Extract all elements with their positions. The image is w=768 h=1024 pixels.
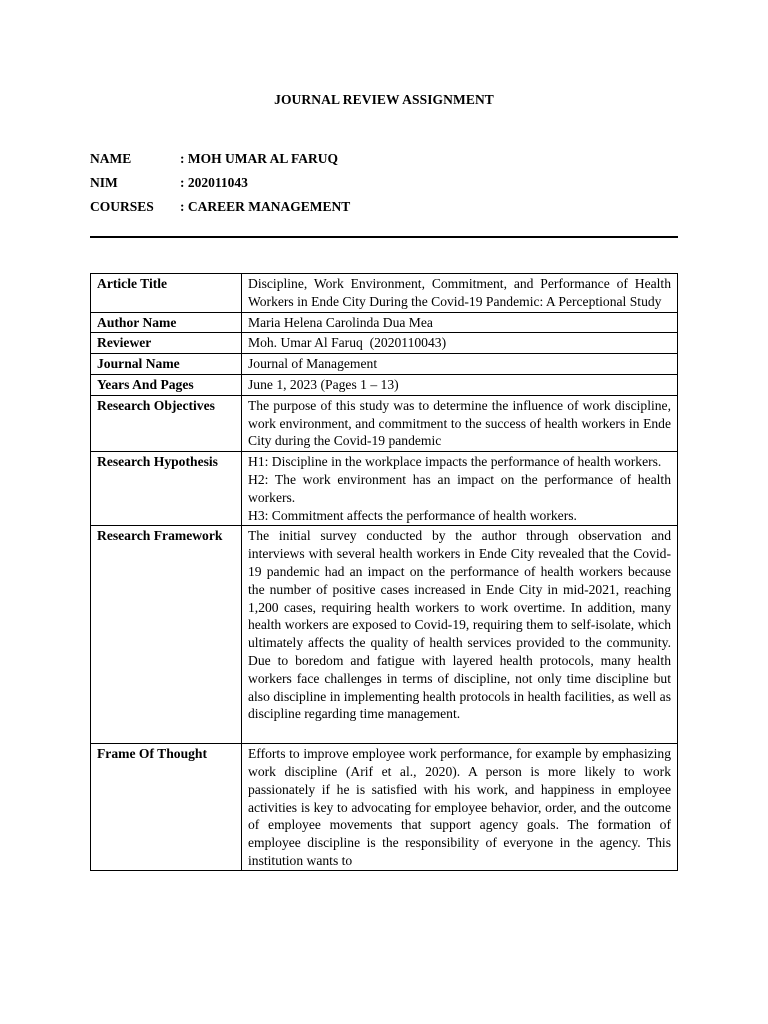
- research-objectives-value: The purpose of this study was to determine the influence of work discipline, work environment, and commitment to the success of health workers in Ende City during the Covid-19 pandemic: [242, 395, 678, 451]
- identity-row-nim: [90, 175, 248, 191]
- identity-row-name: [90, 151, 338, 167]
- article-title-value: Discipline, Work Environment, Commitment, and Performance of Health Workers in Ende City During the Covid-19 Pandemic: A Perceptional Study: [242, 274, 678, 313]
- hypothesis-item: H3: Commitment affects the performance of health workers.: [248, 507, 577, 523]
- row-label: Reviewer: [91, 333, 242, 354]
- table-row: [91, 312, 678, 333]
- row-label: Journal Name: [91, 354, 242, 375]
- identity-label: COURSES: [90, 199, 154, 214]
- row-label: Research Hypothesis: [91, 452, 242, 526]
- frame-of-thought-text: Efforts to improve employee work performance, for example by emphasizing work discipline (Arif et al., 2020). A person is more likely to work passionately if he is satisfied with his work, and happiness in employee activities is key to advocating for employee behavior, order, and the outcome of employee movements that support agency goals. The formation of employee discipline is the responsibility of everyone in the agency. This institution wants to: [248, 746, 671, 868]
- table-row: [91, 744, 678, 871]
- row-label: Author Name: [91, 312, 242, 333]
- row-label: Research Objectives: [91, 395, 242, 451]
- table-row: [91, 333, 678, 354]
- author-name-value: Maria Helena Carolinda Dua Mea: [242, 312, 678, 333]
- identity-label: NAME: [90, 151, 132, 166]
- identity-value: : CAREER MANAGEMENT: [180, 199, 351, 214]
- header-divider: [90, 236, 678, 238]
- table-row: [91, 452, 678, 526]
- table-row: [91, 395, 678, 451]
- frame-of-thought-value: [242, 744, 678, 871]
- row-label: Research Framework: [91, 526, 242, 744]
- row-label: Frame Of Thought: [91, 744, 242, 871]
- reviewer-value: Moh. Umar Al Faruq (2020110043): [242, 333, 678, 354]
- row-label: Article Title: [91, 274, 242, 313]
- research-framework-value: The initial survey conducted by the author through observation and interviews with several health workers in Ende City revealed that the Covid-19 pandemic had an impact on the performance of health workers because the number of positive cases increased in Ende City in mid-2021, reaching 1,200 cases, requiring health workers to work overtime. In addition, many health workers are exposed to Covid-19, requiring them to self-isolate, which ultimately affects the quality of health services provided to the community. Due to boredom and fatigue with layered health protocols, many health workers face challenges in terms of discipline, not only time discipline but also discipline in implementing health protocols in health facilities, as well as discipline regarding time management.: [242, 526, 678, 744]
- table-row: [91, 526, 678, 744]
- identity-row-courses: [90, 199, 350, 215]
- identity-value: : MOH UMAR AL FARUQ: [180, 151, 338, 166]
- document-title: JOURNAL REVIEW ASSIGNMENT: [274, 92, 494, 107]
- table-row: [91, 354, 678, 375]
- hypothesis-item: H2: The work environment has an impact on the performance of health workers.: [248, 471, 671, 505]
- research-hypothesis-value: [242, 452, 678, 526]
- identity-value: : 202011043: [180, 175, 248, 190]
- hypothesis-item: H1: Discipline in the workplace impacts the performance of health workers.: [248, 454, 662, 470]
- table-row: [91, 274, 678, 313]
- table-row: [91, 374, 678, 395]
- row-label: Years And Pages: [91, 374, 242, 395]
- journal-name-value: Journal of Management: [242, 354, 678, 375]
- review-table: [90, 273, 678, 871]
- years-pages-value: June 1, 2023 (Pages 1 – 13): [242, 374, 678, 395]
- identity-label: NIM: [90, 175, 118, 190]
